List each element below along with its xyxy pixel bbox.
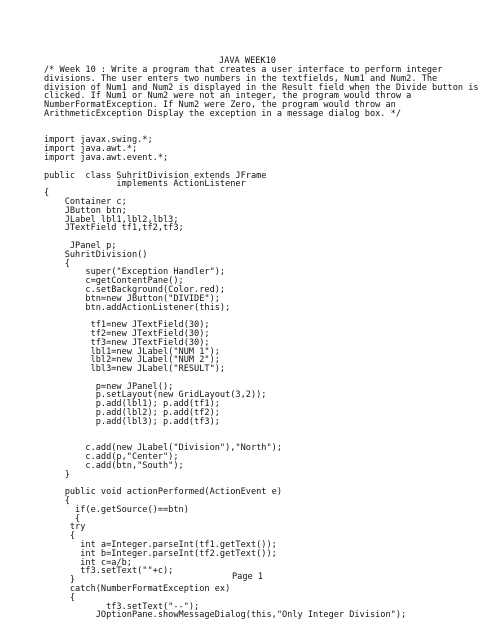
code-line: super("Exception Handler");: [44, 267, 226, 278]
code-line: ArithmeticException Display the exception in a message dialog box. */: [44, 108, 401, 119]
code-line: if(e.getSource()==btn): [44, 504, 189, 515]
code-line: public class SuhritDivision extends JFrame: [44, 170, 267, 181]
code-line: p.setLayout(new GridLayout(3,2));: [44, 390, 267, 401]
code-line: }: [44, 469, 70, 480]
code-line: p.add(lbl1); p.add(tf1);: [44, 399, 220, 410]
code-line: }: [44, 575, 76, 586]
code-line: {: [44, 188, 50, 199]
code-line: tf1=new JTextField(30);: [44, 320, 210, 331]
code-line: /* Week 10 : Write a program that creates a user interface to perform integer: [44, 65, 443, 75]
code-line: division of Num1 and Num2 is displayed in the Result field when the Divide button is: [44, 82, 479, 93]
code-line: NumberFormatException. If Num2 were Zero, the program would throw an: [44, 100, 396, 111]
code-line: import java.awt.*;: [44, 144, 138, 155]
code-line: tf3.setText(""+c);: [44, 566, 174, 577]
code-line: JButton btn;: [44, 205, 127, 216]
code-line: tf2=new JTextField(30);: [44, 328, 210, 339]
code-line: SuhritDivision(): [44, 249, 148, 260]
code-line: {: [44, 592, 76, 603]
code-line: catch(NumberFormatException ex): [44, 584, 231, 595]
code-line: import javax.swing.*;: [44, 135, 153, 146]
code-line: JPanel p;: [44, 240, 117, 251]
code-line: [44, 427, 484, 436]
code-line: public void actionPerformed(ActionEvent e): [44, 487, 282, 498]
code-line: {: [44, 531, 76, 542]
code-line: clicked. If Num1 or Num2 were not an integer, the program would throw a: [44, 91, 412, 102]
page-number: Page 1: [231, 572, 264, 582]
code-line: c=getContentPane();: [44, 276, 184, 287]
code-line: c.add(p,"Center");: [44, 452, 179, 463]
code-line: {: [44, 258, 70, 269]
code-line: {: [44, 496, 70, 507]
code-line: c.add(new JLabel("Division"),"North");: [44, 443, 282, 454]
code-line: btn=new JButton("DIVIDE");: [44, 293, 220, 304]
code-line: try: [44, 522, 86, 533]
code-line: import java.awt.event.*;: [44, 152, 169, 163]
code-line: tf3=new JTextField(30);: [44, 337, 210, 348]
code-line: c.add(btn,"South");: [44, 460, 184, 471]
code-line: JOptionPane.showMessageDialog(this,"Only Integer Division");: [44, 610, 407, 621]
code-line: JLabel lbl1,lbl2,lbl3;: [44, 214, 179, 225]
code-line: p=new JPanel();: [44, 381, 174, 392]
code-line: c.setBackground(Color.red);: [44, 284, 226, 295]
code-line: int c=a/b;: [44, 557, 132, 568]
code-line: lbl3=new JLabel("RESULT");: [44, 364, 226, 375]
code-line: int b=Integer.parseInt(tf2.getText());: [44, 548, 277, 559]
code-line: implements ActionListener: [44, 179, 246, 190]
code-line: p.add(lbl2); p.add(tf2);: [44, 408, 220, 419]
document-title: JAVA WEEK10: [219, 56, 276, 66]
code-line: int a=Integer.parseInt(tf1.getText());: [44, 540, 277, 551]
code-block: [44, 66, 484, 620]
code-line: btn.addActionListener(this);: [44, 302, 231, 313]
code-line: JTextField tf1,tf2,tf3;: [44, 223, 184, 234]
code-line: divisions. The user enters two numbers in the textfields, Num1 and Num2. The: [44, 73, 438, 84]
code-line: Container c;: [44, 196, 127, 207]
code-line: lbl2=new JLabel("NUM 2");: [44, 355, 220, 366]
code-line: p.add(lbl3); p.add(tf3);: [44, 416, 220, 427]
code-line: [44, 119, 484, 128]
code-line: tf3.setText("--");: [44, 601, 200, 612]
code-line: {: [44, 513, 81, 524]
code-line: lbl1=new JLabel("NUM 1");: [44, 346, 220, 357]
